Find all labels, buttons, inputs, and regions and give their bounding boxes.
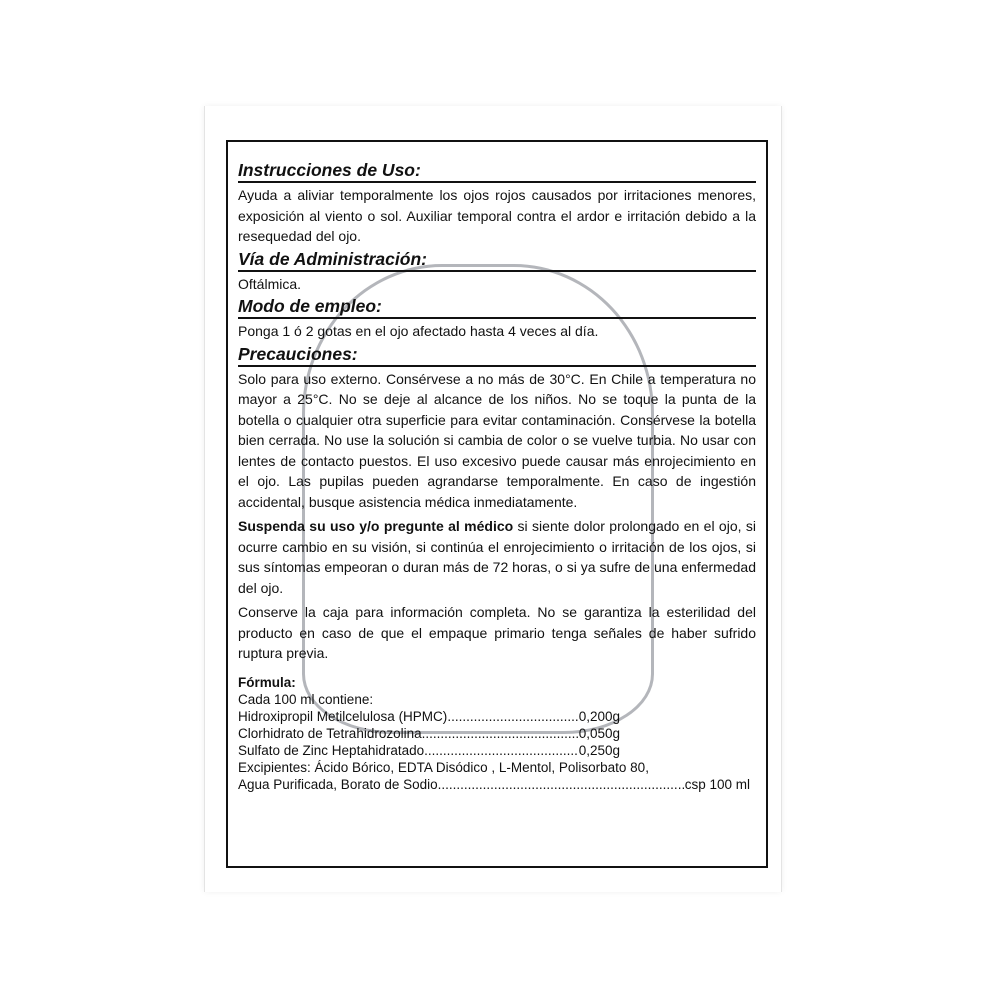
formula-item-name: Clorhidrato de Tetrahidrozolina [238,725,422,741]
formula-block [238,674,756,793]
leaflet-content [238,158,756,793]
formula-item-amount: 0,050g [578,725,620,741]
leader-dots [438,776,685,793]
section-title-via: Vía de Administración: [238,247,756,272]
section-title-modo: Modo de empleo: [238,294,756,319]
formula-item [238,725,620,742]
section-title-instrucciones: Instrucciones de Uso: [238,158,756,183]
precauciones-text-2-bold: Suspenda su uso y/o pregunte al médico [238,518,514,534]
formula-intro: Cada 100 ml contiene: [238,691,374,707]
formula-item [238,742,620,759]
precauciones-text-2 [238,516,756,598]
via-text: Oftálmica. [238,275,302,292]
leader-dots [447,708,578,725]
formula-item-name: Sulfato de Zinc Heptahidratado [238,742,425,758]
excipientes-line-1: Excipientes: Ácido Bórico, EDTA Disódico , L-Mentol, Polisorbato 80, [238,759,649,775]
leader-dots [422,725,579,742]
instrucciones-text: Ayuda a aliviar temporalmente los ojos rojos causados por irritaciones menores, exposición al viento o sol. Auxiliar temporal contra el ardor e irritación debido a la resequedad del ojo. [238,187,756,244]
precauciones-text-1: Solo para uso externo. Consérvese a no más de 30°C. En Chile a temperatura no mayor a 25°C. No se deje al alcance de los niños. No se toque la punta de la botella o cualquier otra superficie para evitar contaminación. Consérvese la botella bien cerrada. No use la solución si cambia de color o se vuelve turbia. No usar con lentes de contacto puestos. El uso excesivo puede causar más enrojecimiento en el ojo. Las pupilas pueden agrandarse temporalmente. En caso de ingestión accidental, busque asistencia médica inmediatamente. [238,370,756,510]
excipientes-amount: csp 100 ml [684,776,750,792]
section-title-precauciones: Precauciones: [238,342,756,367]
formula-item-amount: 0,250g [578,742,620,758]
precauciones-text-2-rest: si siente dolor prolongado en el ojo, si ocurre cambio en su visión, si continúa el enrojecimiento o irritación de los ojos, si sus síntomas empeoran o duran más de 72 horas, o si ya sufre de una enfermedad del ojo. [238,518,756,596]
formula-item [238,708,620,725]
precauciones-text-3: Conserve la caja para información completa. No se garantiza la esterilidad del producto en caso de que el empaque primario tenga señales de haber sufrido ruptura previa. [238,604,756,661]
modo-text: Ponga 1 ó 2 gotas en el ojo afectado hasta 4 veces al día. [238,323,599,339]
formula-item-amount: 0,200g [578,708,620,724]
formula-title: Fórmula: [238,674,296,690]
excipientes-name: Agua Purificada, Borato de Sodio [238,776,438,792]
formula-item-name: Hidroxipropil Metilcelulosa (HPMC) [238,708,448,724]
formula-items [238,708,620,759]
excipientes-line-2 [238,776,750,793]
leader-dots [424,742,579,759]
